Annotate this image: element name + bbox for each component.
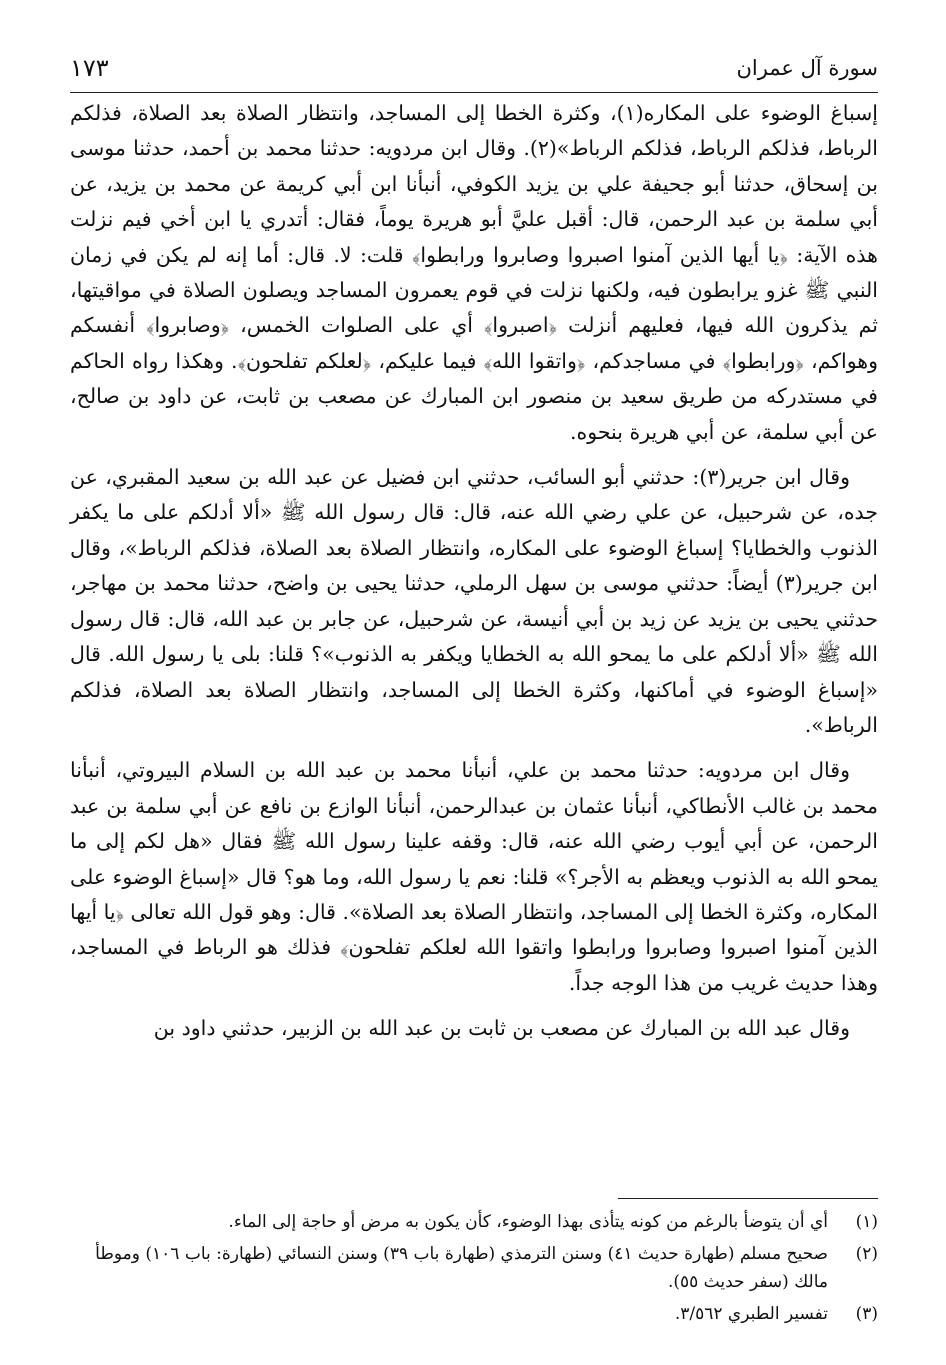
footnote-number: (٣)	[855, 1304, 878, 1324]
footnote-divider	[618, 1198, 878, 1199]
surah-title: سورة آل عمران	[736, 56, 878, 80]
paragraph: وقال عبد الله بن المبارك عن مصعب بن ثابت بن عبد الله بن الزبير، حدثني داود بن	[153, 1016, 850, 1041]
main-text	[70, 96, 878, 1047]
paragraph: وقال ابن جرير(٣): حدثني أبو السائب، حدثني ابن فضيل عن عبد الله بن سعيد المقبري، عن جده، عن شرحبيل، عن علي رضي الله عنه، قال: قال رسول الله ﷺ «ألا أدلكم على ما يكفر الذنوب والخطايا؟ إسباغ الوضوء على المكاره، وانتظار الصلاة بعد الصلاة، فذلكم الرباط»، وقال ابن جرير(٣) أيضاً: حدثني موسى بن سهل الرملي، حدثنا يحيى بن واضح، حدثنا محمد بن مهاجر، حدثني يحيى بن يزيد عن زيد بن أبي أنيسة، عن شرحبيل، عن جابر بن عبد الله، قال: قال رسول الله ﷺ «ألا أدلكم على ما يمحو الله به الخطايا ويكفر به الذنوب»؟ قلنا: بلى يا رسول الله. قال «إسباغ الوضوء في أماكنها، وكثرة الخطا إلى المساجد، وانتظار الصلاة بعد الصلاة، فذلكم الرباط».	[70, 465, 878, 737]
footnote	[70, 1240, 878, 1296]
paragraph: إسباغ الوضوء على المكاره(١)، وكثرة الخطا إلى المساجد، وانتظار الصلاة بعد الصلاة، فذلكم الرباط، فذلكم الرباط، فذلكم الرباط»(٢). وقال ابن مردويه: حدثنا محمد بن أحمد، حدثنا موسى بن إسحاق، حدثنا أبو جحيفة علي بن يزيد الكوفي، أنبأنا ابن أبي كريمة عن محمد بن يزيد، عن أبي سلمة بن عبد الرحمن، قال: أقبل عليَّ أبو هريرة يوماً، فقال: أتدري يا ابن أخي فيم نزلت هذه الآية: ﴿يا أيها الذين آمنوا اصبروا وصابروا ورابطوا﴾ قلت: لا. قال: أما إنه لم يكن في زمان النبي ﷺ غزو يرابطون فيه، ولكنها نزلت في قوم يعمرون المساجد ويصلون الصلاة في مواقيتها، ثم يذكرون الله فيها، فعليهم أنزلت ﴿اصبروا﴾ أي على الصلوات الخمس، ﴿وصابروا﴾ أنفسكم وهواكم، ﴿ورابطوا﴾ في مساجدكم، ﴿واتقوا الله﴾ فيما عليكم، ﴿لعلكم تفلحون﴾. وهكذا رواه الحاكم في مستدركه من طريق سعيد بن منصور ابن المبارك عن مصعب بن ثابت، عن داود بن صالح، عن أبي سلمة، عن أبي هريرة بنحوه.	[70, 101, 878, 444]
footnote	[70, 1208, 878, 1236]
page-header	[70, 52, 878, 93]
footnote-number: (١)	[855, 1212, 878, 1232]
footnote-text: صحيح مسلم (طهارة حديث ٤١) وسنن الترمذي (طهارة باب ٣٩) وسنن النسائي (طهارة: باب ١٠٦) وموطأ مالك (سفر حديث ٥٥).	[95, 1244, 828, 1292]
book-page	[70, 0, 878, 1365]
footnote	[70, 1300, 878, 1328]
footnote-text: أي أن يتوضأ بالرغم من كونه يتأذى بهذا الوضوء، كأن يكون به مرض أو حاجة إلى الماء.	[228, 1212, 828, 1232]
footnote-text: تفسير الطبري ٣/٥٦٢.	[674, 1304, 828, 1324]
footnote-number: (٢)	[855, 1244, 878, 1264]
page-number: ١٧٣	[70, 54, 109, 82]
paragraph: وقال ابن مردويه: حدثنا محمد بن علي، أنبأنا محمد بن عبد الله بن السلام البيروتي، أنبأنا محمد بن غالب الأنطاكي، أنبأنا عثمان بن عبدالرحمن، أنبأنا الوازع بن نافع عن أبي سلمة بن عبد الرحمن، عن أبي أيوب رضي الله عنه، قال: وقفه علينا رسول الله ﷺ فقال «هل لكم إلى ما يمحو الله به الذنوب ويعظم به الأجر؟» قلنا: نعم يا رسول الله، وما هو؟ قال «إسباغ الوضوء على المكاره، وكثرة الخطا إلى المساجد، وانتظار الصلاة بعد الصلاة». قال: وهو قول الله تعالى ﴿يا أيها الذين آمنوا اصبروا وصابروا ورابطوا واتقوا الله لعلكم تفلحون﴾ فذلك هو الرباط في المساجد، وهذا حديث غريب من هذا الوجه جداً.	[70, 758, 878, 995]
footnotes	[70, 1208, 878, 1332]
